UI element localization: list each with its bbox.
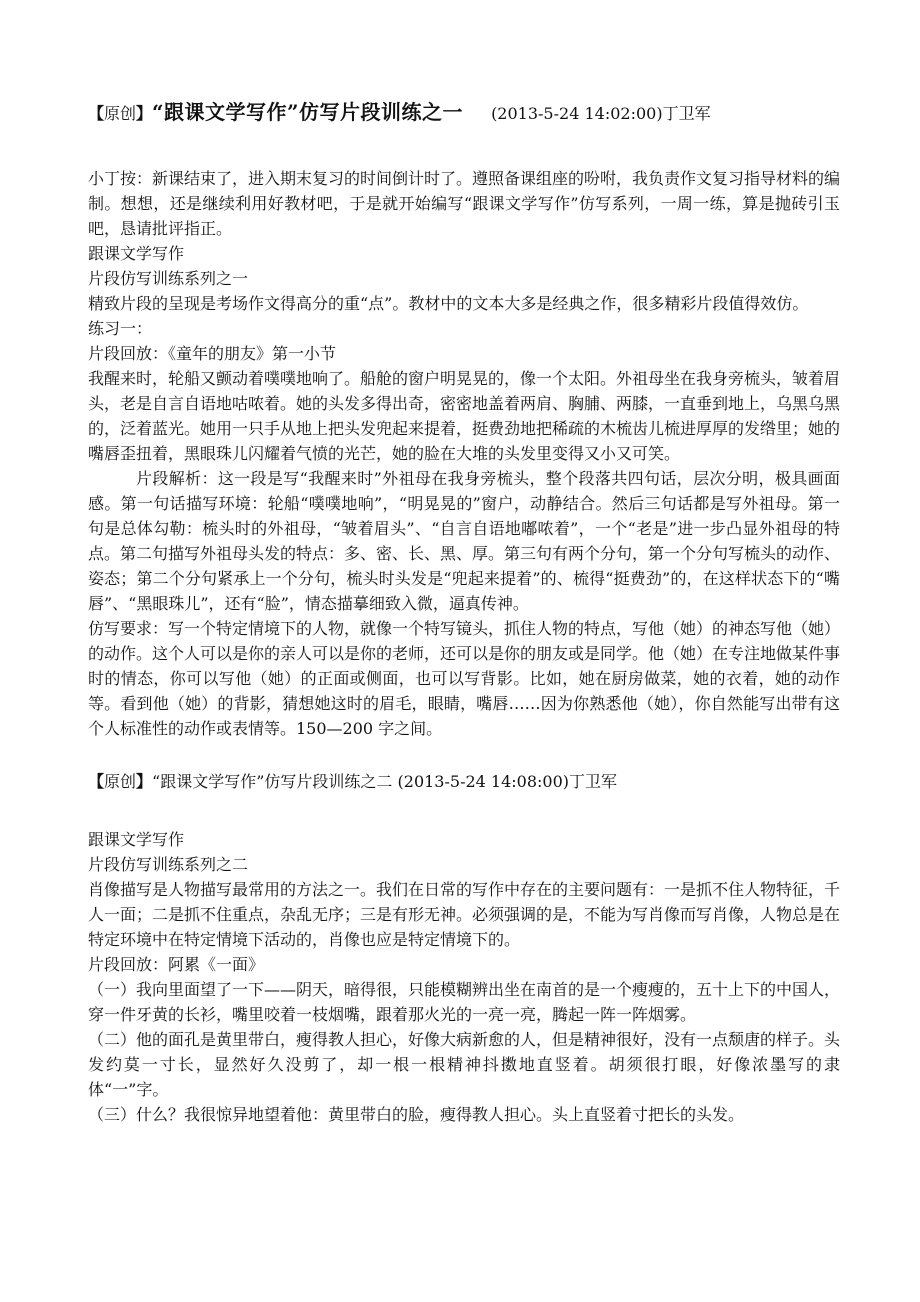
exercise-label: 练习一： [88,319,153,338]
title-open-bracket: 【 [88,104,105,123]
title-close-bracket: 】 [136,104,153,123]
analysis-paragraph: 片段解析：这一段是写“我醒来时”外祖母在我身旁梳头，整个段落共四句话，层次分明，极具画面感。第一句话描写环境：轮船“噗噗地响”，“明晃晃的”窗户，动静结合。然后三句话都是写外祖母。第一句是总体勾勒：梳头时的外祖母，“皱着眉头”、“自言自语地嘟哝着”，一个“老是”进一步凸显外祖母的特点。第二句描写外祖母头发的特点：多、密、长、黑、厚。第三句有两个分句，第一个分句写梳头的动作、姿态；第二个分句紧承上一个分句，梳头时头发是“兜起来提着”的、梳得“挺费劲”的，在这样状态下的“嘴唇”、“黑眼珠儿”，还有“脸”，情态描摹细致入微，逼真传神。 [88,469,841,613]
intro-paragraph: 肖像描写是人物描写最常用的方法之一。我们在日常的写作中存在的主要问题有：一是抓不住人物特征，千人一面；二是抓不住重点，杂乱无序；三是有形无神。必须强调的是，不能为写肖像而写肖像，人物总是在特定环境中在特定情境下活动的，肖像也应是特定情境下的。 [88,880,841,949]
excerpt-source: 片段回放：《童年的朋友》第一小节 [88,344,337,363]
excerpt-part-3: （三）什么？我很惊异地望着他：黄里带白的脸，瘦得教人担心。头上直竖着寸把长的头发。 [88,1105,745,1124]
excerpt-text: 我醒来时，轮船又颤动着噗噗地响了。船舱的窗户明晃晃的，像一个太阳。外祖母坐在我身旁梳头，皱着眉头，老是自言自语地咕哝着。她的头发多得出奇，密密地盖着两肩、胸脯、两膝，一直垂到地上，乌黑乌黑的，泛着蓝光。她用一只手从地上把头发兜起来提着，挺费劲地把稀疏的木梳齿儿梳进厚厚的发绺里；她的嘴唇歪扭着，黑眼珠儿闪耀着气愤的光芒，她的脸在大堆的头发里变得又小又可笑。 [88,369,841,463]
article2-title [88,769,840,795]
excerpt-part-1: （一）我向里面望了一下——阴天，暗得很，只能模糊辨出坐在南首的是一个瘦瘦的，五十上下的中国人，穿一件牙黄的长衫，嘴里咬着一枝烟嘴，跟着那火光的一亮一亮，腾起一阵一阵烟雾。 [88,980,841,1024]
series-subheading: 片段仿写训练系列之二 [88,855,249,874]
excerpt-source: 片段回放：阿累《一面》 [88,955,265,974]
intro-paragraph: 精致片段的呈现是考场作文得高分的重“点”。教材中的文本大多是经典之作，很多精彩片段值得效仿。 [88,294,809,313]
article2-title-text: “跟课文学写作”仿写片段训练之二 [152,772,393,791]
title-close-bracket: 】 [136,772,153,791]
series-heading: 跟课文学写作 [88,830,185,849]
article1-title [88,96,840,130]
requirement-paragraph: 仿写要求：写一个特定情境下的人物，就像一个特写镜头，抓住人物的特点，写他（她）的神态写他（她）的动作。这个人可以是你的亲人可以是你的老师，还可以是你的朋友或是同学。他（她）在专注地做某件事时的情态，你可以写他（她）的正面或侧面，也可以写背影。比如，她在厨房做菜，她的衣着，她的动作等。看到他（她）的背影，猜想她这时的眉毛，眼睛，嘴唇……因为你熟悉他（她），你自然能写出带有这个人标准性的动作或表情等。150—200 字之间。 [88,619,841,738]
article2-meta: (2013-5-24 14:08:00)丁卫军 [397,772,618,791]
excerpt-part-2: （二）他的面孔是黄里带白，瘦得教人担心，好像大病新愈的人，但是精神很好，没有一点颓唐的样子。头发约莫一寸长，显然好久没剪了，却一根一根精神抖擞地直竖着。胡须很打眼，好像浓墨写的隶体“一”字。 [88,1030,841,1099]
series-subheading: 片段仿写训练系列之一 [88,269,249,288]
article1-meta: (2013-5-24 14:02:00)丁卫军 [491,104,711,123]
original-tag: 原创 [104,104,137,123]
article1-title-text: “跟课文学写作”仿写片段训练之一 [152,100,464,124]
editor-note: 小丁按：新课结束了，进入期末复习的时间倒计时了。遵照备课组座的吩咐，我负责作文复习指导材料的编制。想想，还是继续利用好教材吧，于是就开始编写“跟课文学写作”仿写系列，一周一练，算是抛砖引玉吧，恳请批评指正。 [88,169,841,238]
series-heading: 跟课文学写作 [88,244,185,263]
original-tag: 原创 [104,772,137,791]
title-open-bracket: 【 [88,772,105,791]
document-body [88,96,840,1127]
